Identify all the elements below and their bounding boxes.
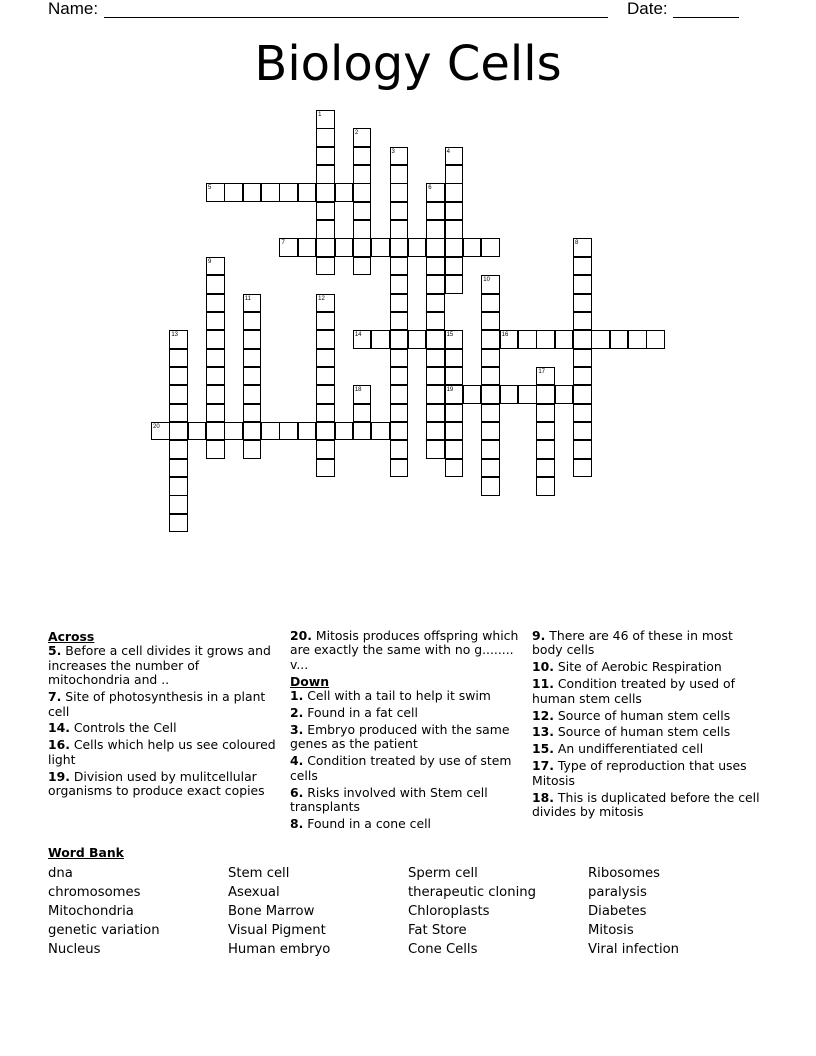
grid-cell[interactable] (555, 330, 574, 349)
clue-number: 13. (532, 724, 554, 740)
clue-number: 4. (290, 753, 304, 769)
clue-number: 1 (318, 112, 322, 118)
grid-cell[interactable] (261, 422, 280, 441)
grid-cell[interactable] (481, 459, 500, 478)
grid-cell[interactable] (463, 385, 482, 404)
grid-cell[interactable] (573, 275, 592, 294)
clue-number: 8 (575, 240, 579, 247)
grid-cell[interactable] (536, 422, 555, 441)
word-bank-item: Viral infection (588, 942, 680, 957)
grid-cell[interactable] (206, 294, 225, 313)
grid-cell[interactable] (390, 165, 409, 184)
grid-cell[interactable] (353, 128, 372, 147)
grid-cell[interactable] (169, 404, 188, 423)
grid-cell[interactable] (243, 349, 262, 368)
grid-cell[interactable] (353, 147, 372, 166)
clue-number: 3 (391, 148, 395, 155)
grid-cell[interactable] (390, 238, 409, 257)
grid-cell[interactable] (536, 459, 555, 478)
grid-cell[interactable] (353, 183, 372, 202)
grid-cell[interactable] (445, 183, 464, 202)
clue-text: Cell with a tail to help it swim (303, 688, 491, 704)
grid-cell[interactable] (646, 330, 665, 349)
grid-cell[interactable] (169, 440, 188, 459)
word-bank-item: paralysis (588, 885, 647, 900)
clue-number: 15. (532, 741, 554, 757)
grid-cell[interactable] (426, 183, 445, 202)
grid-cell[interactable] (445, 440, 464, 459)
grid-cell[interactable] (390, 404, 409, 423)
grid-cell[interactable] (298, 238, 317, 257)
grid-cell[interactable] (371, 330, 390, 349)
grid-cell[interactable] (390, 220, 409, 239)
grid-cell[interactable] (591, 330, 610, 349)
word-bank-item: Diabetes (588, 904, 647, 919)
grid-cell[interactable] (445, 147, 464, 166)
clue (532, 709, 764, 723)
page-title: Biology Cells (254, 36, 562, 92)
word-bank-item: Cone Cells (408, 942, 478, 957)
grid-cell[interactable] (316, 422, 335, 441)
clue-text: Risks involved with Stem cell transplants (290, 784, 488, 814)
grid-cell[interactable] (500, 330, 519, 349)
clue-number: 19 (446, 387, 454, 394)
word-bank-title: Word Bank (48, 845, 124, 860)
clue-number: 3. (290, 721, 304, 737)
grid-cell[interactable] (353, 220, 372, 239)
grid-cell[interactable] (316, 385, 335, 404)
clue-number: 2. (290, 705, 304, 721)
grid-cell[interactable] (206, 349, 225, 368)
word-bank-item: Ribosomes (588, 866, 661, 881)
grid-cell[interactable] (206, 257, 225, 276)
grid-cell[interactable] (316, 202, 335, 221)
grid-cell[interactable] (445, 459, 464, 478)
clue (290, 689, 522, 703)
clue (290, 723, 522, 752)
word-bank-item: Nucleus (48, 942, 101, 957)
clue-text: Condition treated by use of stem cells (290, 753, 512, 783)
word-bank-item: genetic variation (48, 923, 160, 938)
clues-column-3 (532, 629, 764, 822)
word-bank-item: chromosomes (48, 885, 141, 900)
grid-cell[interactable] (206, 275, 225, 294)
word-bank-item: Stem cell (228, 866, 290, 881)
grid-cell[interactable] (353, 202, 372, 221)
grid-cell[interactable] (426, 385, 445, 404)
clue-number: 11. (532, 676, 554, 692)
clue-text: Embryo produced with the same genes as the patient (290, 721, 510, 752)
word-bank-item: Chloroplasts (408, 904, 490, 919)
grid-cell[interactable] (353, 404, 372, 423)
grid-cell[interactable] (316, 459, 335, 478)
clue (532, 629, 764, 658)
grid-cell[interactable] (243, 294, 262, 313)
clue-number: 9. (532, 628, 546, 643)
clue (532, 660, 764, 674)
word-bank-column (48, 864, 160, 959)
clue-text: This is duplicated before the cell divides by mitosis (532, 789, 760, 819)
clues-column-2 (290, 629, 522, 834)
grid-cell[interactable] (169, 385, 188, 404)
grid-cell[interactable] (169, 422, 188, 441)
grid-cell[interactable] (536, 477, 555, 496)
grid-cell[interactable] (390, 312, 409, 331)
grid-cell[interactable] (224, 422, 243, 441)
grid-cell[interactable] (298, 183, 317, 202)
grid-cell[interactable] (426, 422, 445, 441)
grid-cell[interactable] (169, 514, 188, 533)
grid-cell[interactable] (518, 330, 537, 349)
grid-cell[interactable] (316, 349, 335, 368)
grid-cell[interactable] (445, 385, 464, 404)
grid-cell[interactable] (426, 202, 445, 221)
grid-cell[interactable] (353, 165, 372, 184)
grid-cell[interactable] (390, 367, 409, 386)
clue-number: 6. (290, 784, 304, 800)
grid-cell[interactable] (169, 477, 188, 496)
grid-cell[interactable] (481, 404, 500, 423)
clue (48, 738, 280, 767)
grid-cell[interactable] (426, 349, 445, 368)
grid-cell[interactable] (243, 183, 262, 202)
grid-cell[interactable] (518, 385, 537, 404)
grid-cell[interactable] (573, 440, 592, 459)
grid-cell[interactable] (445, 422, 464, 441)
clue-text: Mitosis produces offspring which are exactly the same with no g........ v... (290, 628, 519, 672)
grid-cell[interactable] (316, 404, 335, 423)
grid-cell[interactable] (481, 238, 500, 257)
clue-number: 2 (354, 130, 359, 137)
grid-cell[interactable] (316, 238, 335, 257)
grid-cell[interactable] (371, 422, 390, 441)
grid-cell[interactable] (224, 183, 243, 202)
grid-cell[interactable] (628, 330, 647, 349)
grid-cell[interactable] (279, 238, 298, 257)
grid-cell[interactable] (536, 385, 555, 404)
grid-cell[interactable] (426, 440, 445, 459)
clue-number: 12 (318, 295, 325, 302)
grid-cell[interactable] (481, 349, 500, 368)
grid-cell[interactable] (390, 422, 409, 441)
grid-cell[interactable] (445, 238, 464, 257)
clue-number: 10 (483, 277, 490, 284)
word-bank-column (228, 864, 330, 959)
grid-cell[interactable] (316, 294, 335, 313)
grid-cell[interactable] (188, 422, 207, 441)
grid-cell[interactable] (390, 385, 409, 404)
grid-cell[interactable] (298, 422, 317, 441)
grid-cell[interactable] (353, 330, 372, 349)
grid-cell[interactable] (573, 367, 592, 386)
grid-cell[interactable] (426, 275, 445, 294)
grid-cell[interactable] (169, 349, 188, 368)
grid-cell[interactable] (426, 312, 445, 331)
grid-cell[interactable] (536, 404, 555, 423)
grid-cell[interactable] (316, 183, 335, 202)
word-bank-item: Mitochondria (48, 904, 134, 919)
word-bank-item: Bone Marrow (228, 904, 315, 919)
clue-number: 16 (501, 332, 509, 339)
grid-cell[interactable] (169, 367, 188, 386)
grid-cell[interactable] (445, 275, 464, 294)
clue-number: 7. (48, 689, 62, 705)
clue-number: 12. (532, 707, 554, 723)
word-bank-item: Asexual (228, 885, 280, 900)
grid-cell[interactable] (481, 294, 500, 313)
grid-cell[interactable] (390, 294, 409, 313)
grid-cell[interactable] (426, 330, 445, 349)
grid-cell[interactable] (610, 330, 629, 349)
grid-cell[interactable] (481, 367, 500, 386)
grid-cell[interactable] (243, 385, 262, 404)
grid-cell[interactable] (335, 238, 354, 257)
grid-cell[interactable] (243, 312, 262, 331)
grid-cell[interactable] (426, 367, 445, 386)
word-bank-item: dna (48, 866, 73, 881)
clue-text: Site of Aerobic Respiration (553, 659, 722, 675)
clue-number: 18. (532, 789, 554, 805)
clue-text: There are 46 of these in most body cells (532, 628, 733, 658)
across-heading: Across (48, 629, 95, 644)
clue-number: 14. (48, 720, 70, 736)
clue-text: Source of human stem cells (553, 724, 731, 740)
clue-number: 20. (290, 628, 312, 643)
date-label: Date: (627, 0, 668, 18)
grid-cell[interactable] (206, 330, 225, 349)
clue (290, 706, 522, 720)
clues-column-1 (48, 629, 280, 801)
word-bank-column (588, 864, 679, 959)
clue-text: Controls the Cell (69, 720, 177, 736)
clue-text: Site of photosynthesis in a plant cell (48, 689, 266, 719)
grid-cell[interactable] (390, 440, 409, 459)
grid-cell[interactable] (206, 422, 225, 441)
clue-number: 7 (281, 240, 285, 247)
grid-cell[interactable] (573, 330, 592, 349)
grid-cell[interactable] (481, 330, 500, 349)
grid-cell[interactable] (316, 128, 335, 147)
grid-cell[interactable] (481, 275, 500, 294)
grid-cell[interactable] (390, 275, 409, 294)
grid-cell[interactable] (555, 385, 574, 404)
grid-cell[interactable] (481, 422, 500, 441)
grid-cell[interactable] (316, 220, 335, 239)
grid-cell[interactable] (316, 257, 335, 276)
grid-cell[interactable] (481, 440, 500, 459)
grid-cell[interactable] (390, 257, 409, 276)
grid-cell[interactable] (353, 385, 372, 404)
clue (290, 817, 522, 831)
grid-cell[interactable] (445, 257, 464, 276)
grid-cell[interactable] (151, 422, 170, 441)
grid-cell[interactable] (206, 312, 225, 331)
clue-number: 11 (244, 295, 251, 302)
grid-cell[interactable] (573, 459, 592, 478)
grid-cell[interactable] (573, 238, 592, 257)
grid-cell[interactable] (390, 349, 409, 368)
grid-cell[interactable] (206, 367, 225, 386)
clue-number: 17 (538, 368, 546, 375)
word-bank-item: Sperm cell (408, 866, 478, 881)
grid-cell[interactable] (371, 238, 390, 257)
clue-text: An undifferentiated cell (553, 741, 704, 757)
grid-cell[interactable] (353, 422, 372, 441)
grid-cell[interactable] (408, 330, 427, 349)
clue-text: Before a cell divides it grows and increases the number of mitochondria and .. (48, 643, 271, 688)
grid-cell[interactable] (316, 440, 335, 459)
grid-cell[interactable] (573, 404, 592, 423)
clue-text: Cells which help us see coloured light (48, 737, 276, 767)
grid-cell[interactable] (335, 183, 354, 202)
grid-cell[interactable] (573, 349, 592, 368)
grid-cell[interactable] (243, 404, 262, 423)
grid-cell[interactable] (536, 440, 555, 459)
grid-cell[interactable] (408, 238, 427, 257)
grid-cell[interactable] (206, 183, 225, 202)
grid-cell[interactable] (573, 312, 592, 331)
grid-cell[interactable] (390, 183, 409, 202)
clue-number: 6 (428, 185, 432, 192)
clue-number: 1. (290, 688, 304, 704)
word-bank-item: Visual Pigment (228, 923, 326, 938)
grid-cell[interactable] (573, 385, 592, 404)
clue (532, 742, 764, 756)
grid-cell[interactable] (573, 422, 592, 441)
grid-cell[interactable] (573, 257, 592, 276)
grid-cell[interactable] (390, 330, 409, 349)
grid-cell[interactable] (261, 183, 280, 202)
grid-cell[interactable] (353, 257, 372, 276)
grid-cell[interactable] (573, 294, 592, 313)
clue (48, 721, 280, 735)
grid-cell[interactable] (169, 330, 188, 349)
clue-number: 17. (532, 758, 554, 774)
grid-cell[interactable] (426, 294, 445, 313)
grid-cell[interactable] (243, 440, 262, 459)
grid-cell[interactable] (243, 330, 262, 349)
grid-cell[interactable] (316, 367, 335, 386)
grid-cell[interactable] (206, 385, 225, 404)
grid-cell[interactable] (481, 385, 500, 404)
clue (290, 754, 522, 783)
grid-cell[interactable] (335, 422, 354, 441)
grid-cell[interactable] (481, 477, 500, 496)
grid-cell[interactable] (426, 257, 445, 276)
grid-cell[interactable] (426, 220, 445, 239)
clue (532, 791, 764, 820)
grid-cell[interactable] (445, 349, 464, 368)
grid-cell[interactable] (445, 202, 464, 221)
clue (290, 786, 522, 815)
grid-cell[interactable] (445, 220, 464, 239)
grid-cell[interactable] (353, 238, 372, 257)
clue-text: Condition treated by used of human stem cells (532, 676, 735, 706)
grid-cell[interactable] (243, 367, 262, 386)
clue (532, 725, 764, 739)
grid-cell[interactable] (445, 165, 464, 184)
clue-number: 5. (48, 643, 62, 659)
grid-cell[interactable] (390, 147, 409, 166)
clue-text: Found in a fat cell (303, 705, 418, 721)
clue-number: 13 (171, 332, 179, 339)
clue-number: 5 (208, 185, 212, 192)
word-bank-item: therapeutic cloning (408, 885, 536, 900)
clue-number: 15 (446, 332, 454, 339)
clue-number: 18 (354, 387, 362, 394)
clue-number: 10. (532, 659, 554, 675)
word-bank-column (408, 864, 536, 959)
clue-number: 9 (208, 258, 212, 265)
grid-cell[interactable] (426, 404, 445, 423)
word-bank-item: Human embryo (228, 942, 331, 957)
grid-cell[interactable] (536, 367, 555, 386)
grid-cell[interactable] (206, 404, 225, 423)
grid-cell[interactable] (316, 147, 335, 166)
grid-cell[interactable] (426, 238, 445, 257)
grid-cell[interactable] (243, 422, 262, 441)
grid-cell[interactable] (279, 422, 298, 441)
word-bank-item: Fat Store (408, 923, 467, 938)
grid-cell[interactable] (445, 367, 464, 386)
grid-cell[interactable] (463, 238, 482, 257)
grid-cell[interactable] (316, 110, 335, 129)
grid-cell[interactable] (279, 183, 298, 202)
grid-cell[interactable] (169, 495, 188, 514)
clue-number: 19. (48, 768, 70, 784)
clue (290, 629, 522, 672)
clue-text: Source of human stem cells (553, 707, 731, 723)
name-label: Name: (48, 0, 99, 18)
clue (48, 644, 280, 687)
grid-cell[interactable] (316, 330, 335, 349)
grid-cell[interactable] (445, 330, 464, 349)
grid-cell[interactable] (206, 440, 225, 459)
clue-number: 8. (290, 815, 304, 831)
word-bank-item: Mitosis (588, 923, 634, 938)
clue (532, 677, 764, 706)
grid-cell[interactable] (390, 202, 409, 221)
clue-number: 20 (153, 423, 160, 430)
clue-text: Division used by mulitcellular organisms to produce exact copies (48, 768, 265, 799)
clue (48, 690, 280, 719)
clue (48, 770, 280, 799)
grid-cell[interactable] (390, 459, 409, 478)
grid-cell[interactable] (316, 165, 335, 184)
grid-cell[interactable] (169, 459, 188, 478)
clue-number: 14 (354, 332, 362, 339)
grid-cell[interactable] (316, 312, 335, 331)
down-heading: Down (290, 673, 330, 689)
clue-number: 16. (48, 737, 70, 753)
grid-cell[interactable] (500, 385, 519, 404)
clue (532, 759, 764, 788)
clue-number: 4 (446, 148, 450, 155)
clue-text: Found in a cone cell (303, 815, 431, 831)
clue-text: Type of reproduction that uses Mitosis (532, 758, 747, 788)
grid-cell[interactable] (536, 330, 555, 349)
grid-cell[interactable] (445, 404, 464, 423)
grid-cell[interactable] (481, 312, 500, 331)
